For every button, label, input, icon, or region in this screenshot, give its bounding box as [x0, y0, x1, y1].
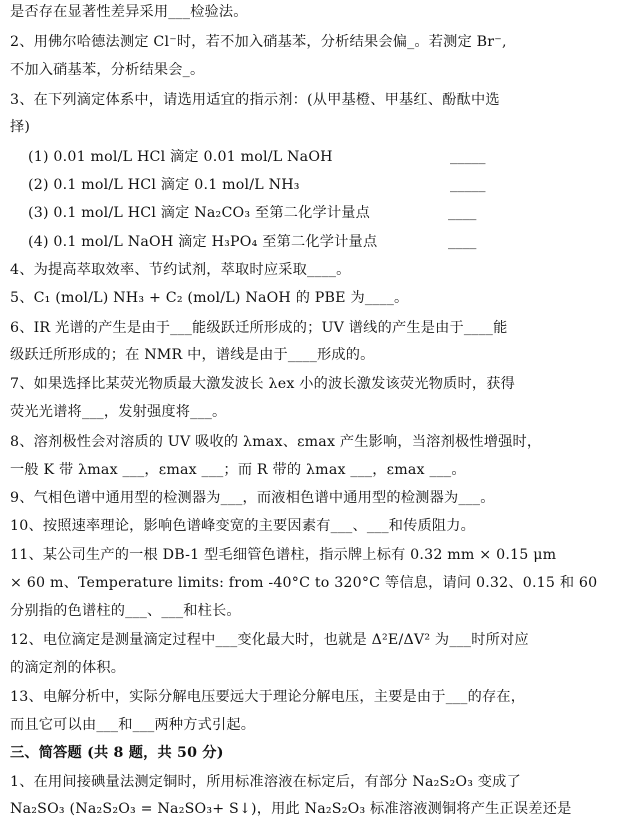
text-line-17: 一般 K 带 λmax ___，εmax ___；而 R 带的 λmax ___，εmax ___。	[10, 462, 466, 478]
answer-blank-1: _____	[450, 149, 486, 165]
text-line-22: 分别指的色谱柱的___、___和柱长。	[10, 603, 241, 619]
text-line-16: 8、溶剂极性会对溶质的 UV 吸收的 λmax、εmax 产生影响，当溶剂极性增强时，	[10, 434, 542, 450]
text-line-2: 2、用佛尔哈德法测定 Cl⁻时，若不加入硝基苯，分析结果会偏_。若测定 Br⁻,	[10, 34, 507, 50]
answer-blank-3: ____	[448, 205, 477, 221]
text-line-12: 6、IR 光谱的产生是由于___能级跃迁所形成的；UV 谱线的产生是由于____能	[10, 320, 508, 336]
text-line-11: 5、C₁ (mol/L) NH₃ + C₂ (mol/L) NaOH 的 PBE 为____。	[10, 290, 409, 306]
section-heading: 三、简答题 (共 8 题，共 50 分)	[10, 745, 224, 761]
text-line-5: 择)	[10, 119, 31, 135]
subitem-4: (4) 0.1 mol/L NaOH 滴定 H₃PO₄ 至第二化学计量点	[28, 234, 378, 250]
text-line-29: Na₂SO₃ (Na₂S₂O₃ = Na₂SO₃+ S↓)，用此 Na₂S₂O₃ 标准溶液测铜将产生正误差还是	[10, 801, 572, 817]
text-line-19: 10、按照速率理论，影响色谱峰变宽的主要因素有___、___和传质阻力。	[10, 518, 476, 534]
text-line-14: 7、如果选择比某荧光物质最大激发波长 λex 小的波长激发该荧光物质时，获得	[10, 376, 516, 392]
text-line-25: 13、电解分析中，实际分解电压要远大于理论分解电压，主要是由于___的存在，	[10, 689, 526, 705]
text-line-3: 不加入硝基苯，分析结果会_。	[10, 62, 205, 78]
subitem-1: (1) 0.01 mol/L HCl 滴定 0.01 mol/L NaOH	[28, 149, 333, 165]
text-line-13: 级跃迁所形成的；在 NMR 中，谱线是由于____形成的。	[10, 347, 375, 363]
text-line-21: × 60 m、Temperature limits: from -40°C to 320°C 等信息，请问 0.32、0.15 和 60	[10, 575, 598, 591]
text-line-15: 荧光光谱将___，发射强度将___。	[10, 404, 227, 420]
answer-blank-2: _____	[450, 177, 486, 193]
text-line-1: 是否存在显著性差异采用___检验法。	[10, 4, 248, 20]
answer-blank-4: ____	[448, 234, 477, 250]
text-line-23: 12、电位滴定是测量滴定过程中___变化最大时，也就是 Δ²E/ΔV² 为___时所对应	[10, 632, 529, 648]
text-line-10: 4、为提高萃取效率、节约试剂，萃取时应采取____。	[10, 262, 351, 278]
text-line-18: 9、气相色谱中通用型的检测器为___，而液相色谱中通用型的检测器为___。	[10, 490, 495, 506]
subitem-3: (3) 0.1 mol/L HCl 滴定 Na₂CO₃ 至第二化学计量点	[28, 205, 371, 221]
text-line-28: 1、在用间接碘量法测定铜时，所用标准溶液在标定后，有部分 Na₂S₂O₃ 变成了	[10, 774, 521, 790]
text-line-26: 而且它可以由___和___两种方式引起。	[10, 717, 256, 733]
text-line-20: 11、某公司生产的一根 DB-1 型毛细管色谱柱，指示牌上标有 0.32 mm × 0.15 μm	[10, 547, 557, 563]
text-line-4: 3、在下列滴定体系中，请选用适宜的指示剂：(从甲基橙、甲基红、酚酞中选	[10, 92, 500, 108]
subitem-2: (2) 0.1 mol/L HCl 滴定 0.1 mol/L NH₃	[28, 177, 300, 193]
text-line-24: 的滴定剂的体积。	[10, 660, 126, 676]
